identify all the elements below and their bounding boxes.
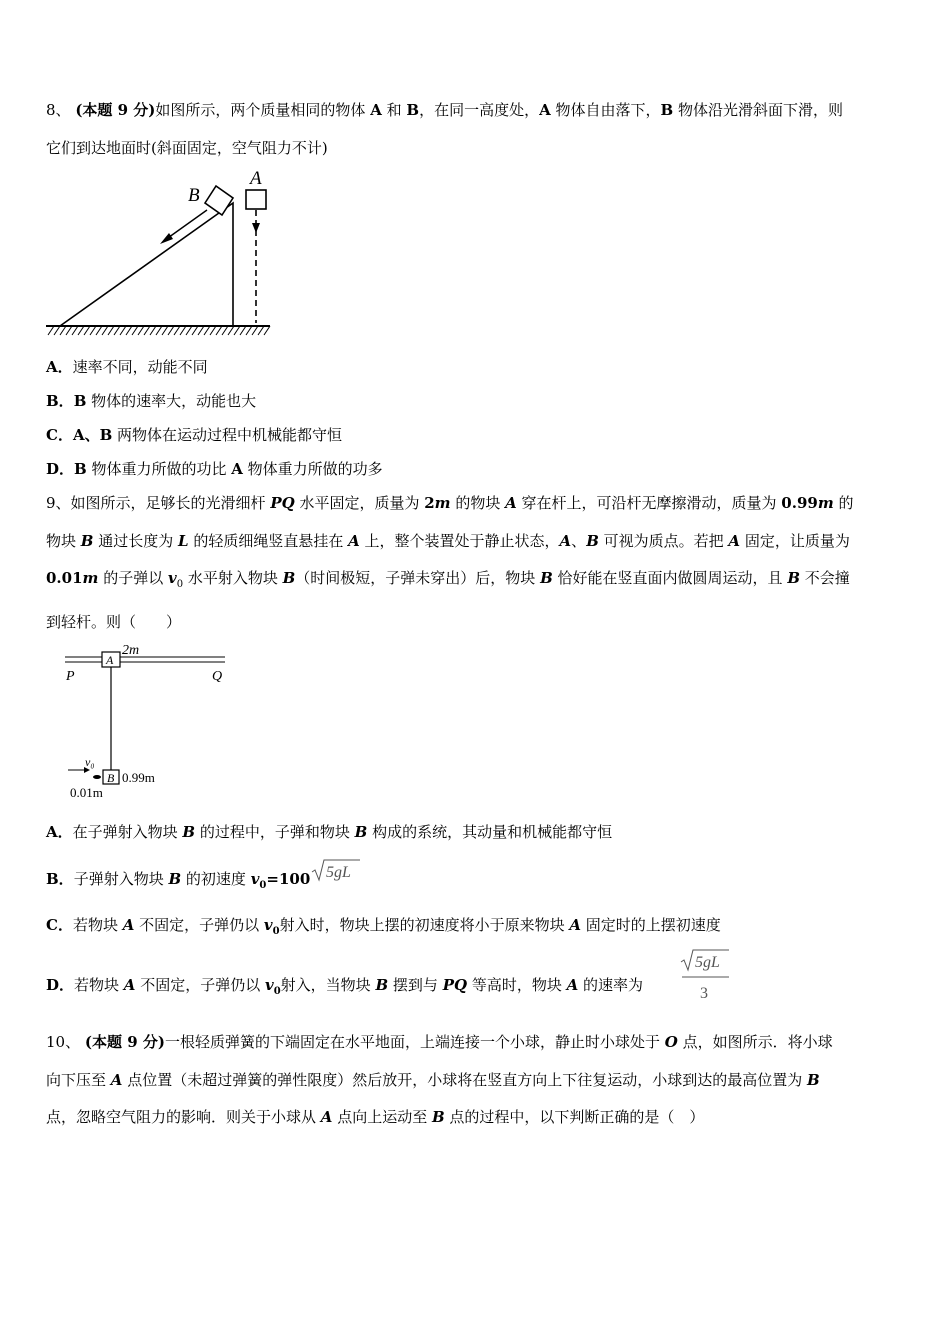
- q8-option-a[interactable]: A．速率不同，动能不同: [46, 358, 208, 376]
- q9-label-099m: 0.99m: [122, 770, 155, 785]
- q9-label-001m: 0.01m: [70, 785, 103, 800]
- q9-stem: 9、如图所示，足够长的光滑细杆 PQ 水平固定，质量为 2m 的物块 A 穿在杆上，可沿杆无摩擦滑动，质量为 0.99m 的 物块 B 通过长度为 L 的轻质细绳竖直悬挂在 A 上，整个装置处于静止状态，A、B 可视为质点。若把 A 固定，让质量为 0.01m 的子弹以 $v_0$ 水平射入物块 B（时间极短，子弹未穿出）后，物块 B 恰好能在竖直面内做圆周运动，且 B 不会撞 到轻杆。则（ ）: [46, 494, 854, 631]
- q8-stem: 8、 (本题 9 分)如图所示，两个质量相同的物体 A 和 B，在同一高度处，A 物体自由落下，B 物体沿光滑斜面下滑，则 它们到达地面时(斜面固定，空气阻力不计): [46, 101, 843, 157]
- q9-option-d-fraction: [679, 948, 731, 1004]
- svg-text:3: 3: [700, 985, 708, 1002]
- q8-label-a: A: [250, 168, 262, 189]
- q9-label-p: P: [66, 669, 75, 684]
- q8-score: (本题 9 分): [75, 101, 156, 119]
- q9-label-v0: v₀: [85, 755, 95, 769]
- q9-option-d[interactable]: D．若物块 A 不固定，子弹仍以 $v_0$射入，当物块 B 摆到与 PQ 等高时，物块 A 的速率为: [46, 976, 644, 997]
- svg-text:5gL: 5gL: [695, 954, 720, 971]
- q8-option-b[interactable]: B．B 物体的速率大，动能也大: [46, 392, 257, 410]
- q9-option-b-sqrt: [311, 857, 361, 883]
- q9-pendulum-figure: [60, 640, 240, 805]
- q9-label-b: B: [107, 771, 115, 785]
- q8-label-b: B: [188, 185, 200, 206]
- svg-text:5gL: 5gL: [326, 864, 351, 881]
- q9-label-a: A: [106, 653, 114, 667]
- q8-number: 8、: [46, 101, 71, 119]
- q9-label-q: Q: [212, 669, 223, 684]
- q8-option-c[interactable]: C．A、B 两物体在运动过程中机械能都守恒: [46, 426, 343, 444]
- q8-incline-figure: [40, 165, 280, 340]
- q9-option-b[interactable]: B．子弹射入物块 B 的初速度 $v_0=100$: [46, 870, 311, 891]
- q9-label-2m: 2m: [122, 643, 140, 658]
- q9-option-a[interactable]: A．在子弹射入物块 B 的过程中，子弹和物块 B 构成的系统，其动量和机械能都守恒: [46, 823, 613, 841]
- q8-option-d[interactable]: D．B 物体重力所做的功比 A 物体重力所做的功多: [46, 460, 383, 478]
- q10-stem: 10、 (本题 9 分)一根轻质弹簧的下端固定在水平地面，上端连接一个小球，静止时小球处于 O 点，如图所示．将小球 向下压至 A 点位置（未超过弹簧的弹性限度）然后放开，小球将在竖直方向上下往复运动，小球到达的最高位置为 B 点，忽略空气阻力的影响．则关于小球从 A 点向上运动至 B 点的过程中，以下判断正确的是（ ）: [46, 1033, 833, 1126]
- q9-option-c[interactable]: C．若物块 A 不固定，子弹仍以 $v_0$射入时，物块上摆的初速度将小于原来物块 A 固定时的上摆初速度: [46, 916, 721, 937]
